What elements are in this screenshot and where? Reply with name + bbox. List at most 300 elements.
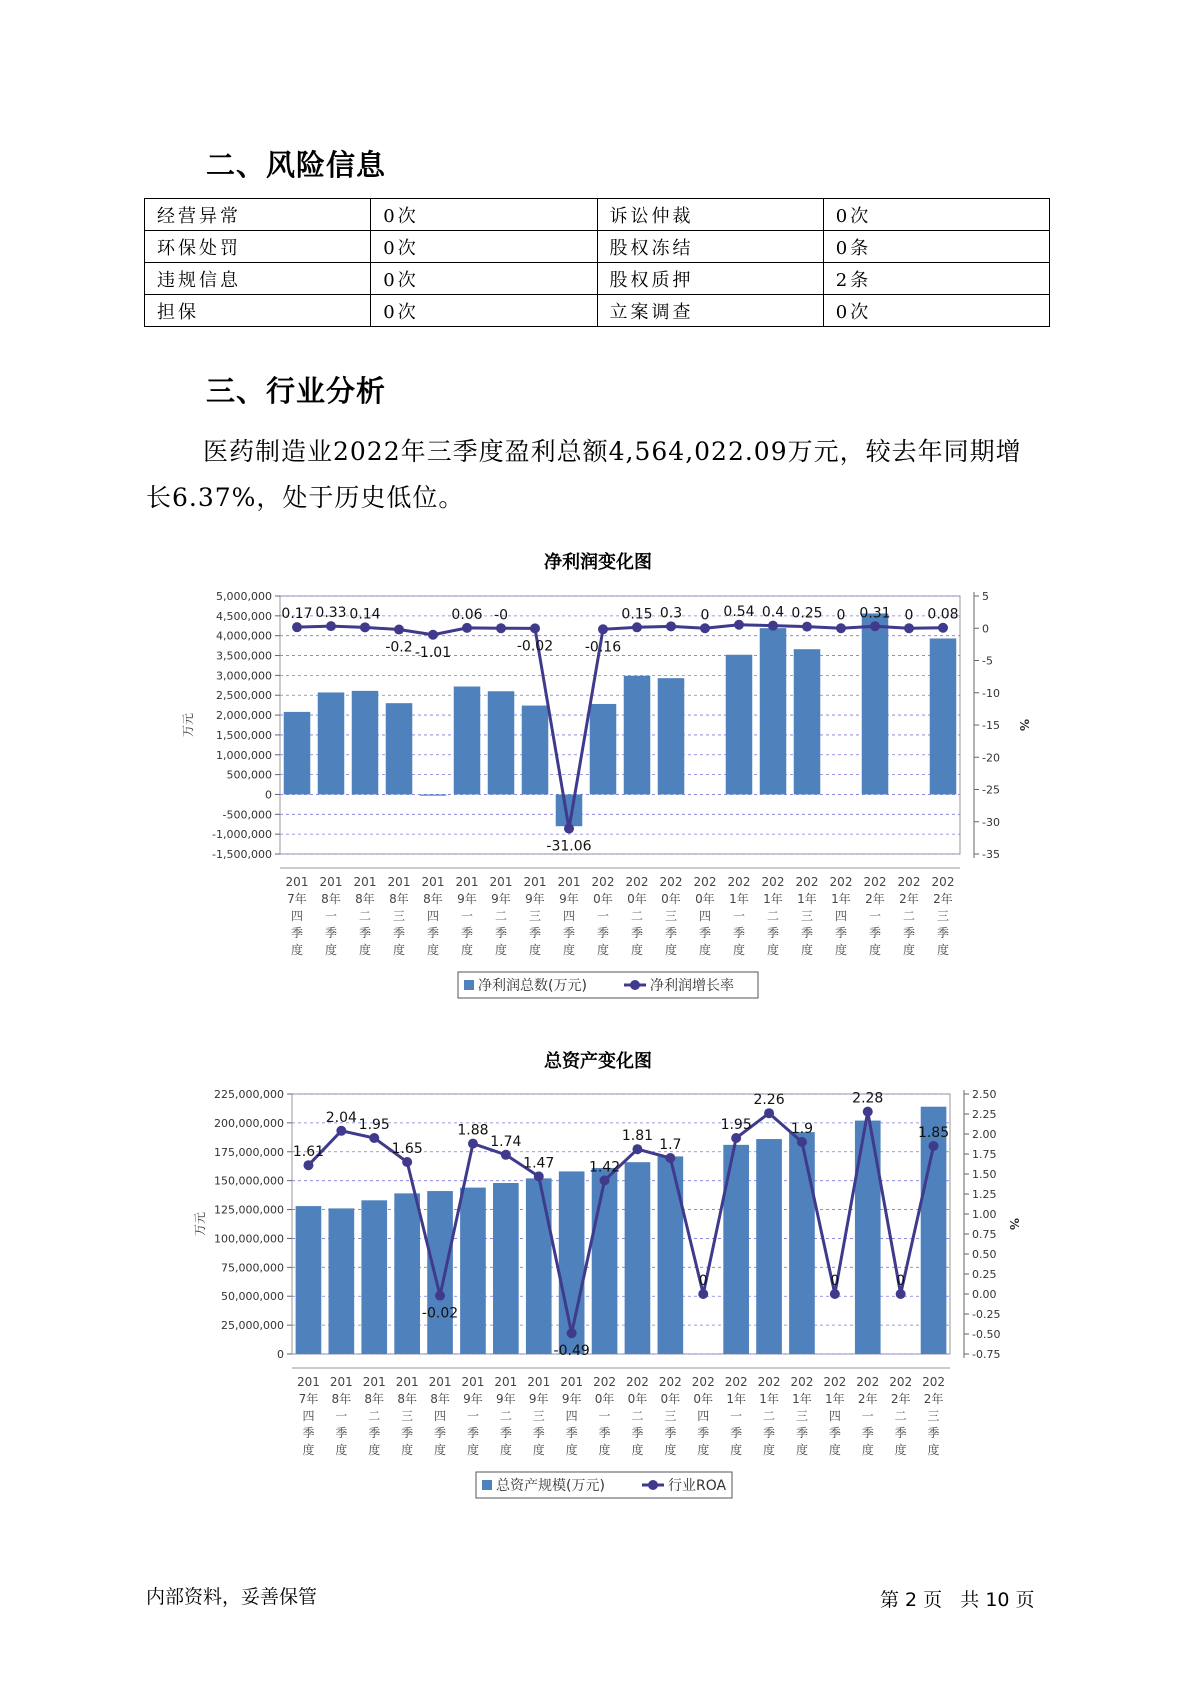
x-tick-label: 四: [834, 909, 848, 923]
line-point: [764, 1108, 774, 1118]
y-tick-label: -1,000,000: [212, 828, 272, 842]
y-tick-label: 2,500,000: [216, 689, 272, 703]
x-tick-label: 度: [335, 1443, 348, 1457]
y2-tick-label: 1.75: [972, 1148, 997, 1161]
x-tick-label: 季: [532, 1426, 545, 1440]
bar: [625, 1162, 651, 1354]
legend-line-marker: [630, 980, 640, 990]
legend-bar-swatch: [464, 980, 474, 990]
x-tick-label: 201: [395, 1375, 419, 1389]
risk-item-label: 股权冻结: [597, 231, 823, 263]
bar: [590, 704, 617, 794]
x-tick-label: 季: [499, 1426, 512, 1440]
risk-item-value: 2条: [823, 263, 1049, 295]
line-point: [802, 622, 812, 632]
x-tick-label: 201: [329, 1375, 353, 1389]
line-point: [830, 1289, 840, 1299]
x-tick-label: 202: [625, 875, 649, 889]
x-tick-label: 度: [834, 943, 848, 957]
risk-item-value: 0次: [371, 199, 597, 231]
line-point: [496, 623, 506, 633]
x-tick-label: 三: [936, 909, 950, 923]
x-tick-label: 季: [335, 1426, 348, 1440]
risk-table-row: [145, 263, 1050, 295]
x-tick-label: 度: [766, 943, 780, 957]
x-tick-label: 201: [560, 1375, 584, 1389]
x-tick-label: 季: [795, 1426, 808, 1440]
x-tick-label: 二: [894, 1409, 907, 1423]
x-tick-label: 度: [630, 943, 644, 957]
x-tick-label: 度: [664, 943, 678, 957]
bar: [427, 1191, 453, 1354]
x-tick-label: 季: [630, 926, 644, 940]
line-point: [938, 623, 948, 633]
x-tick-label: 0年: [695, 892, 715, 906]
x-tick-label: 度: [927, 1443, 940, 1457]
y2-tick-label: 1.00: [972, 1208, 997, 1221]
x-tick-label: 度: [368, 1443, 381, 1457]
line-point: [402, 1157, 412, 1167]
x-tick-label: 一: [335, 1409, 348, 1423]
data-label: -1.01: [414, 644, 452, 661]
line-point: [665, 1153, 675, 1163]
line-point: [768, 621, 778, 631]
x-tick-label: 202: [727, 875, 751, 889]
x-tick-label: 四: [562, 909, 576, 923]
x-tick-label: 季: [290, 926, 304, 940]
line-point: [303, 1160, 313, 1170]
data-label: 0.15: [621, 606, 653, 623]
x-tick-label: 201: [362, 1375, 386, 1389]
x-tick-label: 三: [664, 1409, 677, 1423]
data-label: 2.04: [325, 1109, 357, 1126]
x-tick-label: 季: [828, 1426, 841, 1440]
y2-tick-label: -20: [982, 751, 1000, 765]
x-tick-label: 1年: [797, 892, 817, 906]
y2-tick-label: -30: [982, 815, 1000, 829]
x-tick-label: 季: [936, 926, 950, 940]
bar: [658, 678, 685, 794]
risk-item-value: 0次: [371, 295, 597, 327]
x-tick-label: 季: [565, 1426, 578, 1440]
data-label: 0: [896, 1273, 906, 1289]
line-point: [598, 624, 608, 634]
footer-page-number: 第 2 页 共 10 页: [880, 1589, 1035, 1611]
x-tick-label: 季: [927, 1426, 940, 1440]
risk-item-value: 0次: [823, 295, 1049, 327]
bar: [454, 686, 481, 794]
x-tick-label: 度: [460, 943, 474, 957]
x-tick-label: 201: [557, 875, 581, 889]
y2-tick-label: 0.25: [972, 1268, 997, 1281]
x-tick-label: 季: [800, 926, 814, 940]
x-tick-label: 9年: [496, 1392, 516, 1406]
risk-item-label: 股权质押: [597, 263, 823, 295]
x-tick-label: 0年: [661, 892, 681, 906]
x-tick-label: 202: [829, 875, 853, 889]
y-tick-label: 175,000,000: [214, 1145, 284, 1159]
x-tick-label: 三: [800, 909, 814, 923]
x-tick-label: 三: [795, 1409, 808, 1423]
y-tick-label: 1,000,000: [216, 748, 272, 762]
data-label: 2.26: [753, 1092, 785, 1109]
y2-tick-label: 0.75: [972, 1228, 997, 1241]
line-point: [564, 824, 574, 834]
x-tick-label: 度: [532, 1443, 545, 1457]
data-label: 0.25: [791, 605, 823, 622]
y2-axis-title: %: [1007, 1217, 1021, 1231]
y-tick-label: 125,000,000: [214, 1203, 284, 1217]
x-tick-label: 9年: [463, 1392, 483, 1406]
x-tick-label: 202: [757, 1375, 781, 1389]
data-label: 1.7: [659, 1137, 682, 1153]
bar: [493, 1183, 519, 1354]
x-tick-label: 四: [698, 909, 712, 923]
x-tick-label: 1年: [726, 1392, 746, 1406]
y-tick-label: -1,500,000: [212, 848, 272, 861]
x-tick-label: 度: [868, 943, 882, 957]
x-tick-label: 四: [290, 909, 304, 923]
x-tick-label: 季: [766, 926, 780, 940]
data-label: -0.16: [584, 639, 622, 656]
y2-tick-label: 1.25: [972, 1188, 997, 1201]
x-tick-label: 四: [426, 909, 440, 923]
line-point: [501, 1150, 511, 1160]
risk-item-value: 0次: [823, 199, 1049, 231]
x-tick-label: 三: [392, 909, 406, 923]
line-point: [292, 622, 302, 632]
bar: [624, 676, 651, 795]
x-tick-label: 四: [434, 1409, 447, 1423]
y2-tick-label: -5: [982, 654, 993, 668]
x-tick-label: 季: [698, 926, 712, 940]
data-label: 0.4: [761, 604, 785, 621]
x-tick-label: 二: [766, 909, 780, 923]
y-tick-label: 3,000,000: [216, 669, 272, 683]
x-tick-label: 季: [664, 926, 678, 940]
x-tick-label: 7年: [287, 892, 307, 906]
x-tick-label: 202: [724, 1375, 748, 1389]
x-tick-label: 季: [494, 926, 508, 940]
line-point: [797, 1137, 807, 1147]
x-tick-label: 202: [625, 1375, 649, 1389]
risk-item-label: 诉讼仲裁: [597, 199, 823, 231]
data-label: 1.74: [490, 1133, 522, 1150]
x-tick-label: 度: [631, 1443, 644, 1457]
x-tick-label: 一: [868, 909, 882, 923]
x-tick-label: 0年: [627, 892, 647, 906]
line-point: [462, 623, 472, 633]
x-tick-label: 度: [697, 1443, 710, 1457]
x-tick-label: 度: [499, 1443, 512, 1457]
y-tick-label: 0: [277, 1348, 284, 1361]
x-tick-label: 201: [387, 875, 411, 889]
x-tick-label: 一: [460, 909, 474, 923]
line-point: [896, 1289, 906, 1299]
data-label: 1.95: [720, 1117, 752, 1133]
x-tick-label: 一: [466, 1409, 479, 1423]
y2-tick-label: 2.00: [972, 1128, 997, 1141]
line-point: [394, 625, 404, 635]
y2-tick-label: 0: [982, 622, 989, 636]
x-tick-label: 度: [401, 1443, 414, 1457]
x-tick-label: 季: [598, 1426, 611, 1440]
y-tick-label: 150,000,000: [214, 1174, 284, 1188]
bar: [658, 1156, 684, 1354]
x-tick-label: 度: [358, 943, 372, 957]
x-tick-label: 度: [426, 943, 440, 957]
x-tick-label: 度: [565, 1443, 578, 1457]
bar: [726, 655, 753, 795]
x-tick-label: 四: [565, 1409, 578, 1423]
footer-confidential-note: 内部资料，妥善保管: [146, 1586, 318, 1608]
x-tick-label: 度: [732, 943, 746, 957]
x-tick-label: 202: [691, 1375, 715, 1389]
y2-tick-label: 5: [982, 590, 989, 603]
x-tick-label: 2年: [857, 1392, 878, 1406]
data-label: 0: [698, 1273, 708, 1289]
x-tick-label: 2年: [899, 892, 919, 906]
y2-tick-label: 2.50: [972, 1088, 997, 1101]
risk-item-label: 违规信息: [145, 263, 371, 295]
risk-item-label: 担保: [145, 295, 371, 327]
x-tick-label: 度: [598, 1443, 611, 1457]
y2-tick-label: -0.25: [972, 1308, 1001, 1321]
line-point: [836, 623, 846, 633]
line-point: [567, 1328, 577, 1338]
bar: [526, 1178, 552, 1354]
x-tick-label: 2年: [933, 892, 953, 906]
bar: [760, 628, 787, 794]
x-tick-label: 201: [523, 875, 547, 889]
x-tick-label: 9年: [559, 892, 579, 906]
net-profit-chart: [180, 580, 1031, 1000]
x-tick-label: 四: [697, 1409, 710, 1423]
x-tick-label: 8年: [331, 1392, 352, 1406]
y-tick-label: 3,500,000: [216, 649, 272, 663]
x-tick-label: 二: [763, 1409, 776, 1423]
risk-item-value: 0次: [371, 263, 597, 295]
legend-bar-label: 净利润总数(万元): [478, 978, 587, 994]
analysis-paragraph: [146, 429, 1066, 521]
x-tick-label: 度: [562, 943, 576, 957]
bar: [352, 691, 379, 795]
data-label: 0.08: [927, 606, 959, 623]
x-tick-label: 2年: [923, 1392, 944, 1406]
line-point: [698, 1289, 708, 1299]
data-label: 1.47: [523, 1155, 555, 1172]
x-tick-label: 季: [732, 926, 746, 940]
risk-table: [144, 198, 1050, 327]
x-tick-label: 202: [856, 1375, 880, 1389]
y-tick-label: 25,000,000: [221, 1319, 284, 1333]
line-point: [360, 622, 370, 632]
y2-tick-label: -10: [982, 686, 1000, 700]
data-label: 2.28: [852, 1090, 884, 1107]
data-label: 0: [830, 1273, 840, 1289]
y-tick-label: 4,000,000: [216, 629, 272, 643]
line-point: [336, 1126, 346, 1136]
data-label: 1.95: [358, 1117, 390, 1133]
x-tick-label: 度: [290, 943, 304, 957]
x-tick-label: 季: [861, 1426, 874, 1440]
x-tick-label: 三: [664, 909, 678, 923]
x-tick-label: 度: [795, 1443, 808, 1457]
data-label: 1.61: [292, 1144, 325, 1161]
bar: [329, 1208, 355, 1354]
line-point: [530, 623, 540, 633]
line-point: [734, 620, 744, 630]
y-tick-label: -500,000: [222, 808, 272, 822]
legend-line-marker: [648, 1480, 658, 1490]
line-point: [428, 630, 438, 640]
bar: [420, 794, 447, 795]
y2-tick-label: -0.75: [972, 1348, 1001, 1361]
line-point: [904, 623, 914, 633]
data-label: -0.02: [421, 1305, 459, 1322]
y-tick-label: 1,500,000: [216, 728, 272, 742]
x-tick-label: 季: [466, 1426, 479, 1440]
x-tick-label: 度: [698, 943, 712, 957]
x-tick-label: 四: [828, 1409, 841, 1423]
x-tick-label: 202: [593, 1375, 617, 1389]
x-tick-label: 1年: [792, 1392, 812, 1406]
x-tick-label: 1年: [759, 1392, 779, 1406]
x-tick-label: 季: [528, 926, 542, 940]
x-tick-label: 202: [658, 1375, 682, 1389]
y-tick-label: 225,000,000: [214, 1088, 284, 1101]
risk-table-row: [145, 231, 1050, 263]
data-label: 1.65: [391, 1141, 423, 1157]
x-tick-label: 1年: [763, 892, 783, 906]
x-tick-label: 一: [732, 909, 746, 923]
x-tick-label: 度: [763, 1443, 776, 1457]
x-tick-label: 202: [863, 875, 887, 889]
x-tick-label: 三: [401, 1409, 414, 1423]
y2-tick-label: -15: [982, 719, 1000, 732]
x-tick-label: 一: [598, 1409, 611, 1423]
x-tick-label: 202: [823, 1375, 847, 1389]
x-tick-label: 2年: [890, 1392, 911, 1406]
x-tick-label: 度: [528, 943, 542, 957]
data-label: -31.06: [546, 838, 592, 855]
line-point: [632, 622, 642, 632]
x-tick-label: 201: [285, 875, 309, 889]
x-tick-label: 三: [927, 1409, 940, 1423]
bar: [296, 1206, 322, 1354]
x-tick-label: 季: [763, 1426, 776, 1440]
x-tick-label: 季: [562, 926, 576, 940]
line-point: [435, 1291, 445, 1301]
x-tick-label: 二: [494, 909, 508, 923]
x-tick-label: 202: [790, 1375, 814, 1389]
x-tick-label: 一: [861, 1409, 874, 1423]
risk-table-row: [145, 199, 1050, 231]
data-label: 0.17: [281, 606, 313, 623]
x-tick-label: 0年: [594, 1392, 615, 1406]
y-tick-label: 200,000,000: [214, 1116, 284, 1130]
x-tick-label: 季: [664, 1426, 677, 1440]
x-tick-label: 度: [324, 943, 338, 957]
risk-item-label: 环保处罚: [145, 231, 371, 263]
analysis-line-2: 长6.37%，处于历史低位。: [146, 483, 465, 512]
y-tick-label: 0: [265, 788, 272, 802]
x-tick-label: 度: [828, 1443, 841, 1457]
x-tick-label: 季: [358, 926, 372, 940]
x-tick-label: 9年: [525, 892, 545, 906]
x-tick-label: 8年: [397, 1392, 417, 1406]
data-label: 0.54: [723, 603, 755, 620]
legend-line-label: 行业ROA: [668, 1478, 727, 1494]
x-tick-label: 0年: [660, 1392, 681, 1406]
x-tick-label: 三: [528, 909, 542, 923]
x-tick-label: 季: [596, 926, 610, 940]
x-tick-label: 201: [489, 875, 513, 889]
x-tick-label: 202: [922, 1375, 946, 1389]
x-tick-label: 2年: [865, 892, 885, 906]
legend-bar-label: 总资产规模(万元): [496, 1478, 605, 1494]
x-tick-label: 202: [795, 875, 819, 889]
x-tick-label: 度: [664, 1443, 677, 1457]
data-label: 0: [836, 607, 846, 624]
chart-title-net-profit: 净利润变化图: [544, 552, 652, 573]
x-tick-label: 度: [596, 943, 610, 957]
y2-tick-label: -0.50: [972, 1328, 1001, 1341]
line-point: [870, 621, 880, 631]
x-tick-label: 度: [861, 1443, 874, 1457]
y-tick-label: 75,000,000: [221, 1261, 284, 1275]
x-tick-label: 0年: [627, 1392, 648, 1406]
data-label: -0.49: [553, 1343, 590, 1360]
line-point: [731, 1133, 741, 1143]
data-label: -0.02: [516, 638, 554, 655]
y-axis-title: 万元: [193, 1211, 207, 1237]
data-label: 0.3: [659, 605, 683, 622]
x-tick-label: 1年: [825, 1392, 845, 1406]
risk-item-label: 立案调查: [597, 295, 823, 327]
bar: [930, 638, 957, 794]
y-tick-label: 50,000,000: [221, 1290, 284, 1304]
x-tick-label: 度: [902, 943, 916, 957]
y2-tick-label: 0.50: [972, 1248, 997, 1261]
y2-tick-label: 2.25: [972, 1108, 997, 1121]
x-tick-label: 202: [591, 875, 615, 889]
x-tick-label: 季: [730, 1426, 743, 1440]
x-tick-label: 201: [494, 1375, 518, 1389]
data-label: 1.42: [588, 1159, 621, 1176]
risk-table-row: [145, 295, 1050, 327]
line-point: [863, 1107, 873, 1117]
x-tick-label: 度: [392, 943, 406, 957]
x-tick-label: 度: [894, 1443, 907, 1457]
bar: [284, 712, 311, 795]
x-tick-label: 1年: [729, 892, 749, 906]
risk-item-value: 0次: [371, 231, 597, 263]
x-tick-label: 季: [631, 1426, 644, 1440]
x-tick-label: 季: [302, 1426, 315, 1440]
x-tick-label: 0年: [593, 892, 613, 906]
x-tick-label: 度: [936, 943, 950, 957]
x-tick-label: 季: [392, 926, 406, 940]
bar: [386, 703, 413, 794]
x-tick-label: 202: [897, 875, 921, 889]
x-tick-label: 8年: [364, 1392, 385, 1406]
bar: [794, 649, 821, 794]
x-tick-label: 201: [319, 875, 343, 889]
x-tick-label: 度: [730, 1443, 743, 1457]
industry-section-title: 三、行业分析: [206, 374, 387, 408]
y2-tick-label: 1.50: [972, 1168, 997, 1181]
